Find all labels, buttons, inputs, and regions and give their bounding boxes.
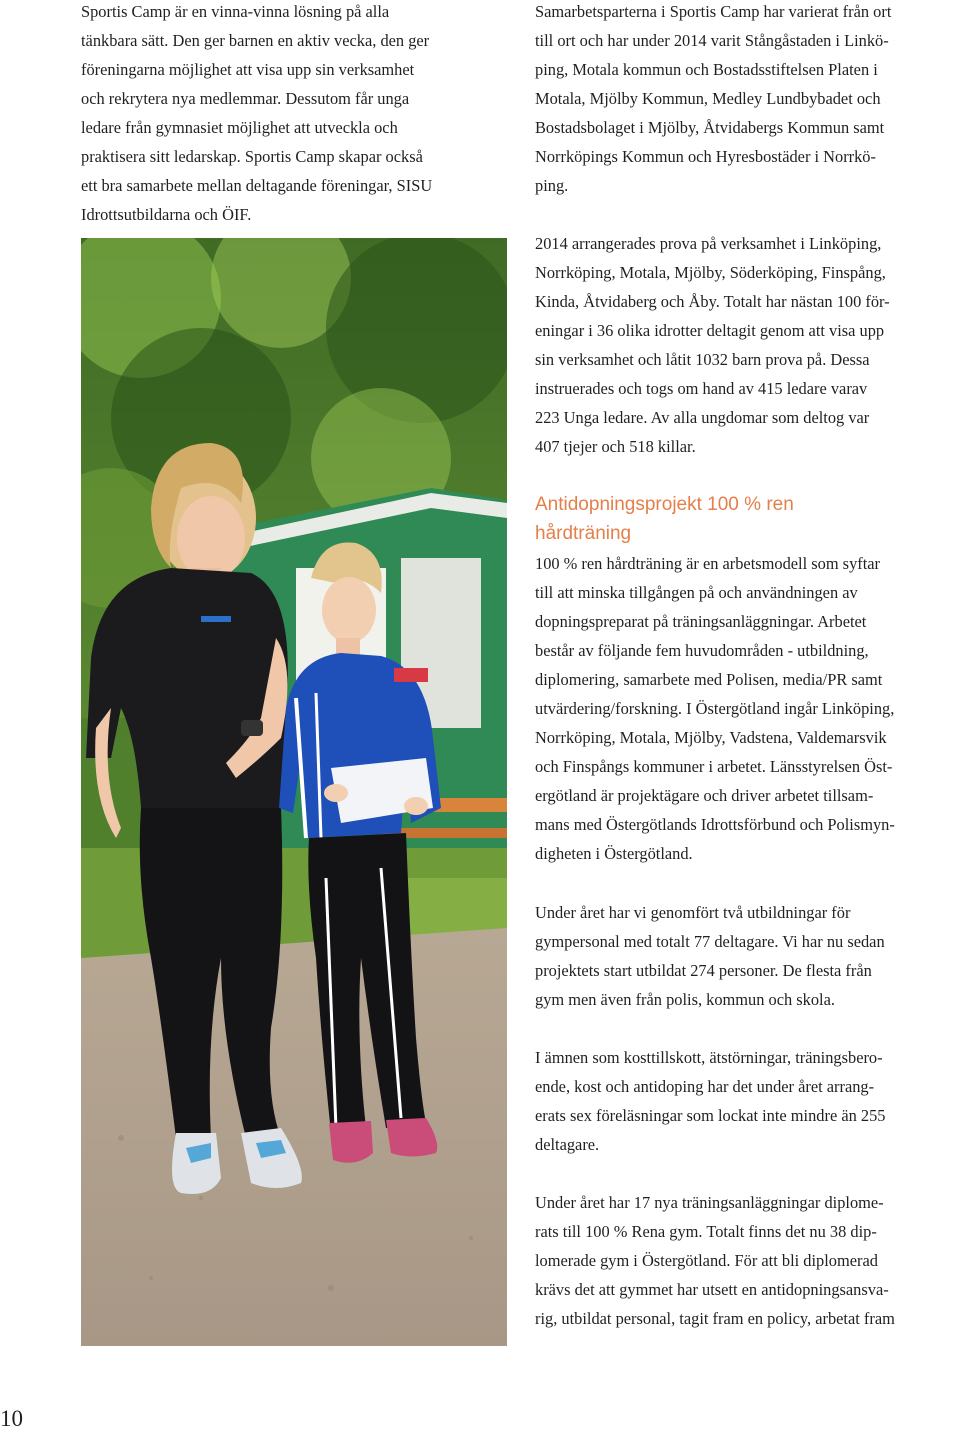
partners-paragraph: Samarbetsparterna i Sportis Camp har varierat från ort till ort och har under 2014 varit Stångåstaden i Linkö- ping, Motala kommun och Bostadsstiftelsen Platen i Motala, Mjölby Kommun, Medley Lundbybadet och Bostadsbolaget i Mjölby, Åtvidabergs Kommun samt Norrköpings Kommun och Hyresbostäder i Norrkö- ping.	[535, 2, 892, 195]
training-paragraph: Under året har vi genomfört två utbildningar för gympersonal med totalt 77 deltagare. Vi har nu sedan projektets start utbildat 274 personer. De flesta från gym men även från polis, kommun och skola.	[535, 903, 885, 1009]
antidoping-intro-paragraph: 100 % ren hårdträning är en arbetsmodell som syftar till att minska tillgången på och användningen av dopningspreparat på träningsanläggningar. Arbetet består av följande fem huvudområden - utbildning, diplomering, samarbete med Polisen, media/PR samt utvärdering/forskning. I Östergötland ingår Linköping, Norrköping, Motala, Mjölby, Vadstena, Valdemarsvik och Finspångs kommuner i arbetet. Länsstyrelsen Öst- ergötland är projektägare och driver arbetet tillsam- mans med Östergötlands Idrottsförbund och Polismyn- digheten i Östergötland.	[535, 554, 895, 863]
page-number: 10	[0, 1406, 23, 1431]
section-heading: Antidopningsprojekt 100 % ren hårdträning	[535, 494, 794, 544]
gym-diploma-paragraph: Under året har 17 nya träningsanläggningar diplome- rats till 100 % Rena gym. Totalt finns det nu 38 dip- lomerade gym i Östergötland. För att bli diplomerad krävs det att gymmet har utsett en antidopningsansva- rig, utbildat personal, tagit fram en policy, arbetat fram	[535, 1193, 895, 1328]
photo-two-girls-walking	[81, 238, 507, 1346]
intro-paragraph: Sportis Camp är en vinna-vinna lösning på alla tänkbara sätt. Den ger barnen en aktiv vecka, den ger föreningarna möjlighet att visa upp sin verksamhet och rekrytera nya medlemmar. Dessutom får unga ledare från gymnasiet möjlighet att utveckla och praktisera sitt ledarskap. Sportis Camp skapar också ett bra samarbete mellan deltagande föreningar, SISU Idrottsutbildarna och ÖIF.	[81, 2, 433, 224]
activities-paragraph: 2014 arrangerades prova på verksamhet i Linköping, Norrköping, Motala, Mjölby, Söderköping, Finspång, Kinda, Åtvidaberg och Åby. Totalt har nästan 100 för- eningar i 36 olika idrotter deltagit genom att visa upp sin verksamhet och låtit 1032 barn prova på. Dessa instruerades och togs om hand av 415 ledare varav 223 Unga ledare. Av alla ungdomar som deltog var 407 tjejer och 518 killar.	[535, 234, 890, 456]
lectures-paragraph: I ämnen som kosttillskott, ätstörningar, träningsbero- ende, kost och antidoping har det under året arrang- erats sex föreläsningar som lockat inte mindre än 255 deltagare.	[535, 1048, 886, 1154]
